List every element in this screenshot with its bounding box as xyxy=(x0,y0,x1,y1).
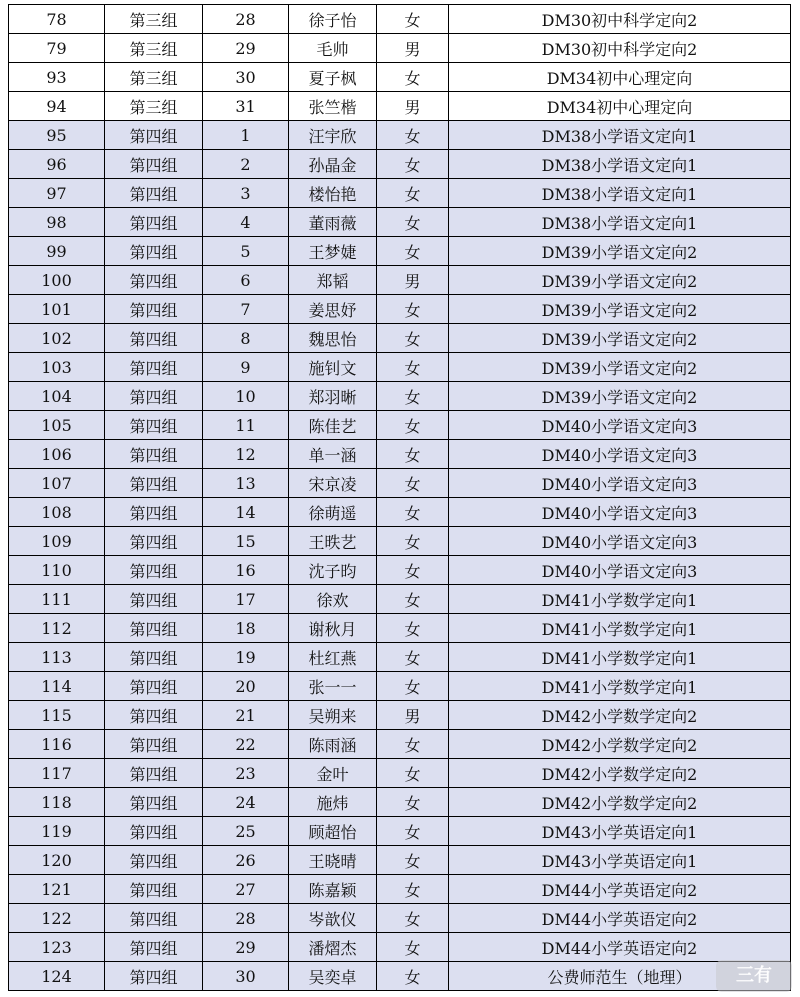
major-cell: DM30初中科学定向2 xyxy=(449,5,791,34)
row-number-cell: 100 xyxy=(9,266,105,295)
group-cell: 第四组 xyxy=(105,701,203,730)
row-number-cell: 110 xyxy=(9,556,105,585)
row-number-cell: 111 xyxy=(9,585,105,614)
row-number-cell: 105 xyxy=(9,411,105,440)
major-cell: DM39小学语文定向2 xyxy=(449,266,791,295)
sequence-cell: 12 xyxy=(203,440,289,469)
table-row xyxy=(9,498,791,527)
student-name-cell: 徐萌遥 xyxy=(289,498,377,527)
row-number-cell: 115 xyxy=(9,701,105,730)
student-name-cell: 郑羽晰 xyxy=(289,382,377,411)
major-cell: DM38小学语文定向1 xyxy=(449,150,791,179)
gender-cell: 女 xyxy=(377,208,449,237)
major-cell: DM39小学语文定向2 xyxy=(449,353,791,382)
sequence-cell: 27 xyxy=(203,875,289,904)
sequence-cell: 25 xyxy=(203,817,289,846)
student-name-cell: 单一涵 xyxy=(289,440,377,469)
sequence-cell: 6 xyxy=(203,266,289,295)
major-cell: DM42小学数学定向2 xyxy=(449,788,791,817)
row-number-cell: 98 xyxy=(9,208,105,237)
group-cell: 第四组 xyxy=(105,730,203,759)
table-row xyxy=(9,527,791,556)
row-number-cell: 96 xyxy=(9,150,105,179)
row-number-cell: 97 xyxy=(9,179,105,208)
sequence-cell: 28 xyxy=(203,904,289,933)
table-row xyxy=(9,933,791,962)
student-name-cell: 吴朔来 xyxy=(289,701,377,730)
student-name-cell: 姜思妤 xyxy=(289,295,377,324)
gender-cell: 女 xyxy=(377,150,449,179)
student-name-cell: 顾超怡 xyxy=(289,817,377,846)
major-cell: DM41小学数学定向1 xyxy=(449,614,791,643)
row-number-cell: 78 xyxy=(9,5,105,34)
major-cell: DM44小学英语定向2 xyxy=(449,875,791,904)
gender-cell: 男 xyxy=(377,34,449,63)
table-row xyxy=(9,92,791,121)
student-name-cell: 陈佳艺 xyxy=(289,411,377,440)
row-number-cell: 103 xyxy=(9,353,105,382)
sequence-cell: 29 xyxy=(203,933,289,962)
sequence-cell: 23 xyxy=(203,759,289,788)
major-cell: DM40小学语文定向3 xyxy=(449,527,791,556)
major-cell: DM42小学数学定向2 xyxy=(449,730,791,759)
student-name-cell: 王梦婕 xyxy=(289,237,377,266)
group-cell: 第四组 xyxy=(105,846,203,875)
table-row xyxy=(9,411,791,440)
sequence-cell: 17 xyxy=(203,585,289,614)
group-cell: 第四组 xyxy=(105,440,203,469)
sequence-cell: 26 xyxy=(203,846,289,875)
major-cell: DM30初中科学定向2 xyxy=(449,34,791,63)
student-name-cell: 潘熠杰 xyxy=(289,933,377,962)
gender-cell: 女 xyxy=(377,933,449,962)
gender-cell: 女 xyxy=(377,179,449,208)
gender-cell: 女 xyxy=(377,730,449,759)
row-number-cell: 107 xyxy=(9,469,105,498)
sequence-cell: 31 xyxy=(203,92,289,121)
major-cell: DM44小学英语定向2 xyxy=(449,933,791,962)
gender-cell: 女 xyxy=(377,295,449,324)
sequence-cell: 2 xyxy=(203,150,289,179)
sequence-cell: 11 xyxy=(203,411,289,440)
gender-cell: 女 xyxy=(377,643,449,672)
row-number-cell: 121 xyxy=(9,875,105,904)
table-row xyxy=(9,556,791,585)
group-cell: 第四组 xyxy=(105,295,203,324)
row-number-cell: 94 xyxy=(9,92,105,121)
gender-cell: 男 xyxy=(377,701,449,730)
group-cell: 第四组 xyxy=(105,237,203,266)
row-number-cell: 109 xyxy=(9,527,105,556)
student-name-cell: 岑歆仪 xyxy=(289,904,377,933)
row-number-cell: 95 xyxy=(9,121,105,150)
row-number-cell: 123 xyxy=(9,933,105,962)
row-number-cell: 122 xyxy=(9,904,105,933)
gender-cell: 女 xyxy=(377,875,449,904)
student-name-cell: 吴奕卓 xyxy=(289,962,377,991)
major-cell: 公费师范生（地理） xyxy=(449,962,791,991)
sequence-cell: 14 xyxy=(203,498,289,527)
sequence-cell: 3 xyxy=(203,179,289,208)
gender-cell: 女 xyxy=(377,527,449,556)
major-cell: DM40小学语文定向3 xyxy=(449,498,791,527)
student-name-cell: 董雨薇 xyxy=(289,208,377,237)
gender-cell: 女 xyxy=(377,440,449,469)
group-cell: 第四组 xyxy=(105,875,203,904)
student-name-cell: 夏子枫 xyxy=(289,63,377,92)
group-cell: 第四组 xyxy=(105,788,203,817)
gender-cell: 女 xyxy=(377,237,449,266)
sequence-cell: 16 xyxy=(203,556,289,585)
sequence-cell: 30 xyxy=(203,962,289,991)
sequence-cell: 28 xyxy=(203,5,289,34)
gender-cell: 女 xyxy=(377,846,449,875)
student-name-cell: 杜红燕 xyxy=(289,643,377,672)
student-name-cell: 徐子怡 xyxy=(289,5,377,34)
sequence-cell: 30 xyxy=(203,63,289,92)
group-cell: 第四组 xyxy=(105,150,203,179)
sequence-cell: 5 xyxy=(203,237,289,266)
major-cell: DM40小学语文定向3 xyxy=(449,469,791,498)
student-name-cell: 陈嘉颖 xyxy=(289,875,377,904)
student-name-cell: 宋京凌 xyxy=(289,469,377,498)
major-cell: DM34初中心理定向 xyxy=(449,63,791,92)
major-cell: DM38小学语文定向1 xyxy=(449,208,791,237)
major-cell: DM44小学英语定向2 xyxy=(449,904,791,933)
sequence-cell: 20 xyxy=(203,672,289,701)
group-cell: 第三组 xyxy=(105,5,203,34)
row-number-cell: 117 xyxy=(9,759,105,788)
group-cell: 第四组 xyxy=(105,556,203,585)
row-number-cell: 120 xyxy=(9,846,105,875)
student-name-cell: 施炜 xyxy=(289,788,377,817)
group-cell: 第四组 xyxy=(105,411,203,440)
table-row xyxy=(9,759,791,788)
sequence-cell: 15 xyxy=(203,527,289,556)
row-number-cell: 101 xyxy=(9,295,105,324)
gender-cell: 女 xyxy=(377,962,449,991)
major-cell: DM39小学语文定向2 xyxy=(449,324,791,353)
group-cell: 第四组 xyxy=(105,382,203,411)
student-name-cell: 施钊文 xyxy=(289,353,377,382)
row-number-cell: 114 xyxy=(9,672,105,701)
sequence-cell: 24 xyxy=(203,788,289,817)
group-cell: 第四组 xyxy=(105,614,203,643)
gender-cell: 女 xyxy=(377,5,449,34)
gender-cell: 女 xyxy=(377,672,449,701)
table-row xyxy=(9,208,791,237)
group-cell: 第三组 xyxy=(105,92,203,121)
group-cell: 第四组 xyxy=(105,324,203,353)
major-cell: DM40小学语文定向3 xyxy=(449,556,791,585)
sequence-cell: 1 xyxy=(203,121,289,150)
row-number-cell: 106 xyxy=(9,440,105,469)
gender-cell: 男 xyxy=(377,266,449,295)
table-row xyxy=(9,34,791,63)
student-name-cell: 毛帅 xyxy=(289,34,377,63)
sequence-cell: 19 xyxy=(203,643,289,672)
table-row xyxy=(9,788,791,817)
student-name-cell: 楼怡艳 xyxy=(289,179,377,208)
sequence-cell: 22 xyxy=(203,730,289,759)
sequence-cell: 7 xyxy=(203,295,289,324)
sequence-cell: 18 xyxy=(203,614,289,643)
group-cell: 第三组 xyxy=(105,34,203,63)
gender-cell: 男 xyxy=(377,92,449,121)
group-cell: 第四组 xyxy=(105,585,203,614)
table-row xyxy=(9,817,791,846)
student-name-cell: 沈子昀 xyxy=(289,556,377,585)
gender-cell: 女 xyxy=(377,556,449,585)
table-row xyxy=(9,150,791,179)
gender-cell: 女 xyxy=(377,904,449,933)
table-row xyxy=(9,469,791,498)
row-number-cell: 116 xyxy=(9,730,105,759)
row-number-cell: 93 xyxy=(9,63,105,92)
table-row xyxy=(9,701,791,730)
gender-cell: 女 xyxy=(377,121,449,150)
student-name-cell: 王昳艺 xyxy=(289,527,377,556)
table-row xyxy=(9,904,791,933)
gender-cell: 女 xyxy=(377,382,449,411)
gender-cell: 女 xyxy=(377,585,449,614)
student-name-cell: 张一一 xyxy=(289,672,377,701)
gender-cell: 女 xyxy=(377,498,449,527)
row-number-cell: 79 xyxy=(9,34,105,63)
sequence-cell: 10 xyxy=(203,382,289,411)
group-cell: 第四组 xyxy=(105,759,203,788)
student-name-cell: 陈雨涵 xyxy=(289,730,377,759)
sequence-cell: 13 xyxy=(203,469,289,498)
group-cell: 第四组 xyxy=(105,498,203,527)
student-name-cell: 谢秋月 xyxy=(289,614,377,643)
student-name-cell: 郑韬 xyxy=(289,266,377,295)
table-row xyxy=(9,353,791,382)
table-row xyxy=(9,63,791,92)
table-row xyxy=(9,846,791,875)
gender-cell: 女 xyxy=(377,817,449,846)
group-cell: 第四组 xyxy=(105,266,203,295)
gender-cell: 女 xyxy=(377,614,449,643)
group-cell: 第四组 xyxy=(105,672,203,701)
group-cell: 第四组 xyxy=(105,643,203,672)
table-row xyxy=(9,875,791,904)
row-number-cell: 118 xyxy=(9,788,105,817)
major-cell: DM40小学语文定向3 xyxy=(449,411,791,440)
watermark-logo: 三有 xyxy=(716,960,792,992)
major-cell: DM41小学数学定向1 xyxy=(449,643,791,672)
student-name-cell: 王晓晴 xyxy=(289,846,377,875)
row-number-cell: 104 xyxy=(9,382,105,411)
group-cell: 第四组 xyxy=(105,179,203,208)
row-number-cell: 124 xyxy=(9,962,105,991)
table-row xyxy=(9,962,791,991)
major-cell: DM42小学数学定向2 xyxy=(449,759,791,788)
major-cell: DM39小学语文定向2 xyxy=(449,237,791,266)
table-row xyxy=(9,324,791,353)
sequence-cell: 9 xyxy=(203,353,289,382)
major-cell: DM43小学英语定向1 xyxy=(449,817,791,846)
student-name-cell: 孙晶金 xyxy=(289,150,377,179)
student-name-cell: 徐欢 xyxy=(289,585,377,614)
major-cell: DM39小学语文定向2 xyxy=(449,382,791,411)
student-name-cell: 魏思怡 xyxy=(289,324,377,353)
table-row xyxy=(9,266,791,295)
major-cell: DM38小学语文定向1 xyxy=(449,179,791,208)
student-name-cell: 金叶 xyxy=(289,759,377,788)
gender-cell: 女 xyxy=(377,469,449,498)
major-cell: DM39小学语文定向2 xyxy=(449,295,791,324)
table-row xyxy=(9,614,791,643)
group-cell: 第四组 xyxy=(105,121,203,150)
major-cell: DM41小学数学定向1 xyxy=(449,672,791,701)
major-cell: DM38小学语文定向1 xyxy=(449,121,791,150)
table-row xyxy=(9,237,791,266)
row-number-cell: 119 xyxy=(9,817,105,846)
group-cell: 第四组 xyxy=(105,527,203,556)
table-row xyxy=(9,382,791,411)
student-name-cell: 张竺楷 xyxy=(289,92,377,121)
row-number-cell: 112 xyxy=(9,614,105,643)
major-cell: DM34初中心理定向 xyxy=(449,92,791,121)
student-roster-table xyxy=(8,4,791,991)
sequence-cell: 29 xyxy=(203,34,289,63)
group-cell: 第四组 xyxy=(105,962,203,991)
row-number-cell: 108 xyxy=(9,498,105,527)
sequence-cell: 21 xyxy=(203,701,289,730)
row-number-cell: 99 xyxy=(9,237,105,266)
major-cell: DM42小学数学定向2 xyxy=(449,701,791,730)
major-cell: DM43小学英语定向1 xyxy=(449,846,791,875)
gender-cell: 女 xyxy=(377,411,449,440)
student-table-container xyxy=(8,4,791,991)
group-cell: 第四组 xyxy=(105,208,203,237)
major-cell: DM40小学语文定向3 xyxy=(449,440,791,469)
table-row xyxy=(9,179,791,208)
gender-cell: 女 xyxy=(377,759,449,788)
table-row xyxy=(9,585,791,614)
major-cell: DM41小学数学定向1 xyxy=(449,585,791,614)
group-cell: 第四组 xyxy=(105,933,203,962)
group-cell: 第四组 xyxy=(105,817,203,846)
group-cell: 第四组 xyxy=(105,904,203,933)
table-row xyxy=(9,5,791,34)
group-cell: 第四组 xyxy=(105,469,203,498)
row-number-cell: 113 xyxy=(9,643,105,672)
table-row xyxy=(9,295,791,324)
table-row xyxy=(9,672,791,701)
sequence-cell: 8 xyxy=(203,324,289,353)
sequence-cell: 4 xyxy=(203,208,289,237)
group-cell: 第四组 xyxy=(105,353,203,382)
row-number-cell: 102 xyxy=(9,324,105,353)
table-row xyxy=(9,440,791,469)
student-name-cell: 汪宇欣 xyxy=(289,121,377,150)
gender-cell: 女 xyxy=(377,788,449,817)
gender-cell: 女 xyxy=(377,353,449,382)
table-row xyxy=(9,121,791,150)
group-cell: 第三组 xyxy=(105,63,203,92)
gender-cell: 女 xyxy=(377,324,449,353)
table-row xyxy=(9,730,791,759)
table-row xyxy=(9,643,791,672)
gender-cell: 女 xyxy=(377,63,449,92)
